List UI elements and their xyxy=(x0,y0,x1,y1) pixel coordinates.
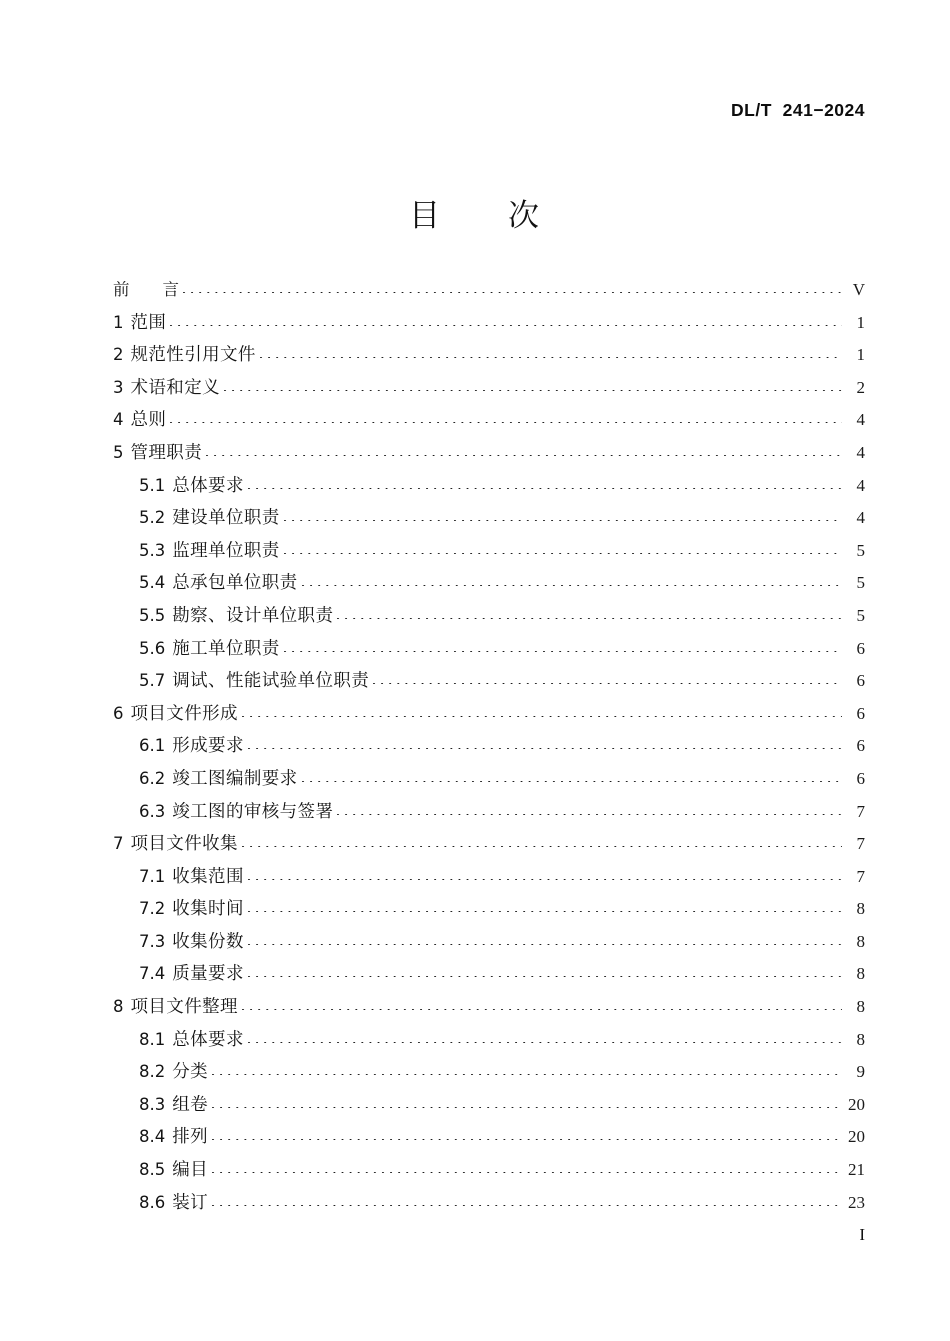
toc-entry-page-number: 20 xyxy=(848,1094,865,1114)
toc-entry[interactable] xyxy=(113,537,865,570)
toc-entry-page-number: 6 xyxy=(856,638,865,658)
toc-entry[interactable] xyxy=(113,309,865,342)
toc-entry-page-number: 1 xyxy=(856,345,865,365)
toc-entry-number: 5.7 xyxy=(139,671,166,691)
toc-dot-leader xyxy=(248,748,842,749)
toc-entry[interactable] xyxy=(113,406,865,439)
toc-dot-leader xyxy=(248,488,842,489)
page-title: 目 次 xyxy=(409,198,541,234)
toc-dot-leader xyxy=(224,390,842,391)
toc-entry-label: 总体要求 xyxy=(172,475,244,496)
toc-entry[interactable] xyxy=(113,1123,865,1156)
toc-dot-leader xyxy=(248,879,842,880)
toc-entry-page-number: 8 xyxy=(856,1029,865,1049)
toc-dot-leader xyxy=(373,683,842,684)
toc-entry-label: 项目文件收集 xyxy=(130,834,238,855)
toc-entry-page-number: 8 xyxy=(856,964,865,984)
toc-entry-page-number: 5 xyxy=(856,540,865,560)
toc-dot-leader xyxy=(284,520,842,521)
toc-entry-number: 6 xyxy=(113,703,124,723)
toc-entry-label: 范围 xyxy=(130,312,167,333)
toc-dot-leader xyxy=(242,716,842,717)
toc-entry-page-number: 8 xyxy=(856,997,865,1017)
toc-entry-page-number: 8 xyxy=(856,931,865,951)
toc-entry-label: 项目文件整理 xyxy=(130,997,238,1018)
toc-dot-leader xyxy=(337,814,842,815)
toc-entry[interactable] xyxy=(113,830,865,863)
toc-entry[interactable] xyxy=(113,667,865,700)
toc-entry-label: 项目文件形成 xyxy=(130,703,238,724)
toc-entry-label: 竣工图的审核与签署 xyxy=(172,801,334,822)
toc-entry-label: 形成要求 xyxy=(172,736,244,757)
toc-entry-label: 收集范围 xyxy=(172,866,244,887)
toc-entry-page-number: 5 xyxy=(856,605,865,625)
toc-entry-label: 质量要求 xyxy=(172,964,244,985)
toc-entry[interactable] xyxy=(113,472,865,505)
toc-dot-leader xyxy=(170,422,842,423)
toc-entry[interactable] xyxy=(113,1058,865,1091)
toc-entry-page-number: 9 xyxy=(856,1062,865,1082)
toc-entry-number: 8.2 xyxy=(139,1062,166,1082)
toc-entry[interactable] xyxy=(113,276,865,309)
toc-entry-label: 排列 xyxy=(172,1127,209,1148)
toc-entry[interactable] xyxy=(113,1156,865,1189)
toc-entry-label: 规范性引用文件 xyxy=(130,345,256,366)
toc-entry-number: 7.2 xyxy=(139,899,166,919)
toc-entry-page-number: 6 xyxy=(856,671,865,691)
toc-entry-label: 组卷 xyxy=(172,1094,209,1115)
toc-entry[interactable] xyxy=(113,439,865,472)
toc-entry-number: 5.5 xyxy=(139,605,166,625)
toc-entry[interactable] xyxy=(113,602,865,635)
toc-entry-number: 6.2 xyxy=(139,768,166,788)
toc-entry-number: 7.3 xyxy=(139,931,166,951)
toc-entry-label: 总承包单位职责 xyxy=(172,573,298,594)
toc-entry-number: 8 xyxy=(113,997,124,1017)
toc-dot-leader xyxy=(248,1042,842,1043)
toc-entry-number: 8.6 xyxy=(139,1192,166,1212)
toc-entry[interactable] xyxy=(113,341,865,374)
toc-entry-number: 5.2 xyxy=(139,508,166,528)
toc-dot-leader xyxy=(302,585,842,586)
toc-entry-label: 勘察、设计单位职责 xyxy=(172,605,334,626)
toc-entry-page-number: 4 xyxy=(856,442,865,462)
toc-entry-label: 总则 xyxy=(130,410,167,431)
toc-entry-page-number: V xyxy=(852,280,865,299)
toc-entry-number: 5.4 xyxy=(139,573,166,593)
toc-entry-label: 施工单位职责 xyxy=(172,638,280,659)
toc-entry-number: 5.1 xyxy=(139,475,166,495)
toc-entry-page-number: 7 xyxy=(856,801,865,821)
toc-dot-leader xyxy=(212,1074,842,1075)
toc-entry-page-number: 6 xyxy=(856,768,865,788)
toc-entry-number: 7.4 xyxy=(139,964,166,984)
document-header xyxy=(85,100,865,124)
toc-entry-label: 术语和定义 xyxy=(130,377,220,398)
toc-dot-leader xyxy=(212,1172,842,1173)
toc-entry-page-number: 4 xyxy=(856,508,865,528)
toc-entry-page-number: 2 xyxy=(856,377,865,397)
toc-entry[interactable] xyxy=(113,993,865,1026)
toc-entry-number: 8.3 xyxy=(139,1094,166,1114)
toc-entry-label: 建设单位职责 xyxy=(172,508,280,529)
toc-entry[interactable] xyxy=(113,863,865,896)
table-of-contents xyxy=(113,276,865,1221)
page-folio: I xyxy=(859,1225,865,1244)
toc-entry-page-number: 5 xyxy=(856,573,865,593)
toc-dot-leader xyxy=(170,325,842,326)
toc-entry-number: 1 xyxy=(113,312,124,332)
toc-entry[interactable] xyxy=(113,374,865,407)
toc-dot-leader xyxy=(206,455,842,456)
toc-dot-leader xyxy=(248,976,842,977)
toc-entry-number: 5.6 xyxy=(139,638,166,658)
toc-entry-number: 6.1 xyxy=(139,736,166,756)
toc-entry-label: 调试、性能试验单位职责 xyxy=(172,671,370,692)
standard-number: DL/T 241−2024 xyxy=(731,100,865,120)
toc-entry-label: 管理职责 xyxy=(130,442,203,463)
toc-entry-page-number: 4 xyxy=(856,410,865,430)
toc-entry-number: 8.4 xyxy=(139,1127,166,1147)
toc-entry-page-number: 23 xyxy=(848,1192,865,1212)
toc-dot-leader xyxy=(260,357,842,358)
toc-dot-leader xyxy=(302,781,842,782)
toc-entry-number: 7 xyxy=(113,834,124,854)
toc-entry[interactable] xyxy=(113,895,865,928)
toc-entry[interactable] xyxy=(113,928,865,961)
toc-dot-leader xyxy=(212,1139,842,1140)
toc-entry-number: 6.3 xyxy=(139,801,166,821)
toc-entry-label: 编目 xyxy=(172,1160,209,1181)
toc-entry[interactable] xyxy=(113,700,865,733)
toc-entry-page-number: 4 xyxy=(856,475,865,495)
toc-entry-page-number: 6 xyxy=(856,736,865,756)
toc-dot-leader xyxy=(248,944,842,945)
toc-entry-page-number: 20 xyxy=(848,1127,865,1147)
toc-dot-leader xyxy=(284,651,842,652)
toc-entry-number: 8.1 xyxy=(139,1029,166,1049)
toc-dot-leader xyxy=(212,1107,842,1108)
toc-entry-page-number: 6 xyxy=(856,703,865,723)
toc-entry[interactable] xyxy=(113,765,865,798)
toc-dot-leader xyxy=(248,911,842,912)
toc-dot-leader xyxy=(284,553,842,554)
toc-entry-number: 4 xyxy=(113,410,124,430)
toc-entry-label: 监理单位职责 xyxy=(172,540,280,561)
toc-entry[interactable] xyxy=(113,798,865,831)
toc-entry-page-number: 1 xyxy=(856,312,865,332)
toc-entry-label: 竣工图编制要求 xyxy=(172,768,298,789)
toc-entry[interactable] xyxy=(113,960,865,993)
toc-dot-leader xyxy=(337,618,842,619)
toc-entry-number: 5.3 xyxy=(139,540,166,560)
toc-entry[interactable] xyxy=(113,569,865,602)
toc-entry-number: 7.1 xyxy=(139,866,166,886)
toc-entry-label: 总体要求 xyxy=(172,1029,244,1050)
toc-entry[interactable] xyxy=(113,1091,865,1124)
toc-entry-number: 2 xyxy=(113,345,124,365)
toc-entry-number: 3 xyxy=(113,377,124,397)
toc-entry-number: 5 xyxy=(113,442,124,462)
document-footer xyxy=(85,1225,865,1245)
toc-dot-leader xyxy=(242,1009,842,1010)
toc-entry-label: 收集时间 xyxy=(172,899,244,920)
toc-entry-number: 前 言 xyxy=(113,280,179,299)
toc-entry-label: 分类 xyxy=(172,1062,209,1083)
toc-entry-page-number: 7 xyxy=(856,866,865,886)
toc-entry[interactable] xyxy=(113,635,865,668)
toc-dot-leader xyxy=(183,292,842,293)
toc-entry-page-number: 7 xyxy=(856,834,865,854)
toc-entry[interactable] xyxy=(113,504,865,537)
toc-entry-page-number: 8 xyxy=(856,899,865,919)
toc-entry-label: 收集份数 xyxy=(172,931,244,952)
toc-entry-number: 8.5 xyxy=(139,1160,166,1180)
toc-entry-label: 装订 xyxy=(172,1192,209,1213)
toc-dot-leader xyxy=(212,1205,842,1206)
toc-entry[interactable] xyxy=(113,1026,865,1059)
toc-dot-leader xyxy=(242,846,842,847)
toc-entry[interactable] xyxy=(113,732,865,765)
toc-entry-page-number: 21 xyxy=(848,1160,865,1180)
toc-entry[interactable] xyxy=(113,1189,865,1222)
